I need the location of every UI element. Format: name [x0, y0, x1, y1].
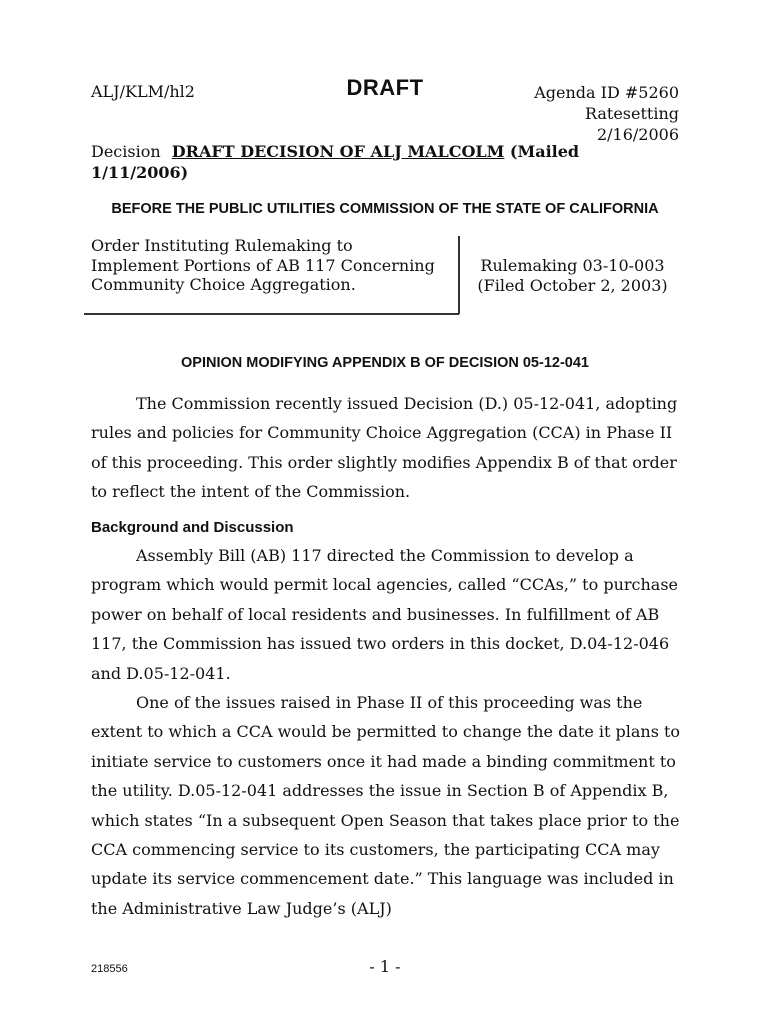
draft-label: DRAFT: [346, 75, 424, 100]
paragraph-intro: [91, 389, 683, 507]
filed-date: (Filed October 2, 2003): [477, 275, 668, 295]
opinion-heading: OPINION MODIFYING APPENDIX B OF DECISION 05-12-041: [181, 355, 589, 371]
proceeding-category: Ratesetting: [584, 104, 679, 123]
paragraph-intro-text: The Commission recently issued Decision (D.) 05-12-041, adopting rules and policies for Community Choice Aggregation (CCA) in Phase II of this proceeding. This order slightly modifies Appendix B of that order to reflect the intent of the Commission.: [91, 394, 678, 502]
background-heading: Background and Discussion: [91, 519, 294, 536]
footer-page-number: - 1 -: [369, 957, 401, 976]
decision-label: Decision: [91, 142, 161, 161]
decision-title: DRAFT DECISION OF ALJ MALCOLM: [171, 142, 505, 161]
caption-docket: [470, 256, 675, 295]
header-date: 2/16/2006: [596, 125, 679, 144]
decision-mailed: (Mailed 1/11/2006): [91, 142, 580, 182]
paragraph-background-text: Assembly Bill (AB) 117 directed the Commission to develop a program which would permit local agencies, called “CCAs,” to purchase power on behalf of local residents and businesses. In fulfillment of AB 117, the Commission has issued two orders in this docket, D.04-12-046 and D.05-12-041.: [91, 546, 678, 683]
footer-doc-number: 218556: [91, 963, 128, 975]
paragraph-issues-text: One of the issues raised in Phase II of this proceeding was the extent to which a CCA would be permitted to change the date it plans to initiate service to customers once it had made a binding commitment to the utility. D.05-12-041 addresses the issue in Section B of Appendix B, which states “In a subsequent Open Season that takes place prior to the CCA commencing service to its customers, the participating CCA may update its service commencement date.” This language was included in the Administrative Law Judge’s (ALJ): [91, 693, 681, 918]
decision-line: [91, 141, 611, 183]
caption-divider-vertical: [458, 236, 460, 314]
caption-line: Implement Portions of AB 117 Concerning: [91, 255, 435, 275]
header-agenda-block: [534, 82, 679, 145]
header-alj-code: ALJ/KLM/hl2: [91, 82, 195, 101]
caption-line: Community Choice Aggregation.: [91, 275, 356, 294]
caption-line: Order Instituting Rulemaking to: [91, 236, 353, 255]
rulemaking-number: Rulemaking 03-10-003: [480, 256, 665, 275]
caption-title: [91, 236, 456, 295]
commission-heading: BEFORE THE PUBLIC UTILITIES COMMISSION OF THE STATE OF CALIFORNIA: [111, 201, 659, 217]
paragraph-issues: [91, 688, 683, 923]
caption-divider-horizontal: [84, 313, 459, 315]
paragraph-background: [91, 541, 683, 688]
agenda-id: Agenda ID #5260: [534, 83, 679, 102]
